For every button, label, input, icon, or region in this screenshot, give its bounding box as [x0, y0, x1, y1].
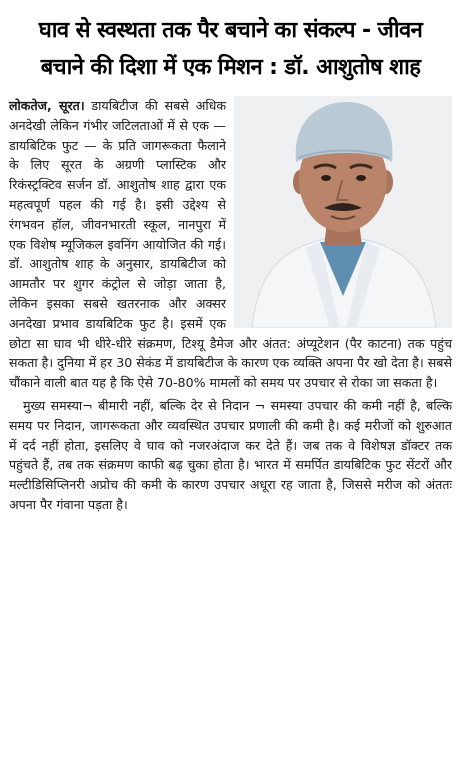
article-paragraph-1-text: डायबिटीज की सबसे अधिक अनदेखी लेकिन गंभीर जटिलताओं में से एक — डायबिटिक फुट — के प्रति जागरूकता फैलाने के लिए सूरत के अग्रणी प्लास्टिक और रिकंस्ट्रक्टिव सर्जन डॉ. आशुतोष शाह द्वारा एक महत्वपूर्ण पहल की गई है। इसी उद्देश्य से रंगभवन हॉल, जीवनभारती स्कूल, नानपुरा में एक विशेष म्यूजिकल इवनिंग आयोजित की गई। डॉ. आशुतोष शाह के अनुसार, डायबिटीज को आमतौर पर शुगर कंट्रोल से जोड़ा जाता है, लेकिन इसका सबसे खतरनाक और अक्सर अनदेखा प्रभाव डायबिटिक फुट है। इसमें एक छोटा सा घाव भी धीरे-धीरे संक्रमण, टिश्यू डैमेज और अंतत: अंप्यूटेशन (पैर काटना) तक पहुंच सकता है। दुनिया में हर 30 सेकंड में डायबिटीज के कारण एक व्यक्ति अपना पैर खो देता है। सबसे चौंकाने वाली बात यह है कि ऐसे 70-80% मामलों को समय पर उपचार से रोका जा सकता है। — [9, 98, 452, 391]
article-paragraph-2: मुख्य समस्या¬ बीमारी नहीं, बल्कि देर से निदान ¬ समस्या उपचार की कमी नहीं है, बल्कि समय पर निदान, जागरूकता और व्यवस्थित उपचार प्रणाली की कमी है। कई मरीजों को शुरुआत में दर्द नहीं होता, इसलिए वे घाव को नजरअंदाज कर देते हैं। जब तक वे विशेषज्ञ डॉक्टर तक पहुंचते हैं, तब तक संक्रमण काफी बढ़ चुका होता है। भारत में समर्पित डायबिटिक फुट सेंटरों और मल्टीडिसिप्लिनरी अप्रोच की कमी के कारण उपचार अधूरा रह जाता है, जिससे मरीज को अंततः अपना पैर गंवाना पड़ता है। — [9, 397, 452, 512]
headline-line-2: बचाने की दिशा में एक मिशन : डॉ. आशुतोष शाह — [40, 55, 421, 80]
article-dateline: लोकतेज, सूरत। — [9, 98, 85, 113]
surgeon-photo — [234, 96, 452, 328]
headline — [9, 0, 452, 86]
headline-line-1: घाव से स्वस्थता तक पैर बचाने का संकल्प - जीवन — [38, 18, 423, 43]
article-body — [9, 96, 452, 515]
surgeon-portrait-icon — [234, 96, 452, 328]
